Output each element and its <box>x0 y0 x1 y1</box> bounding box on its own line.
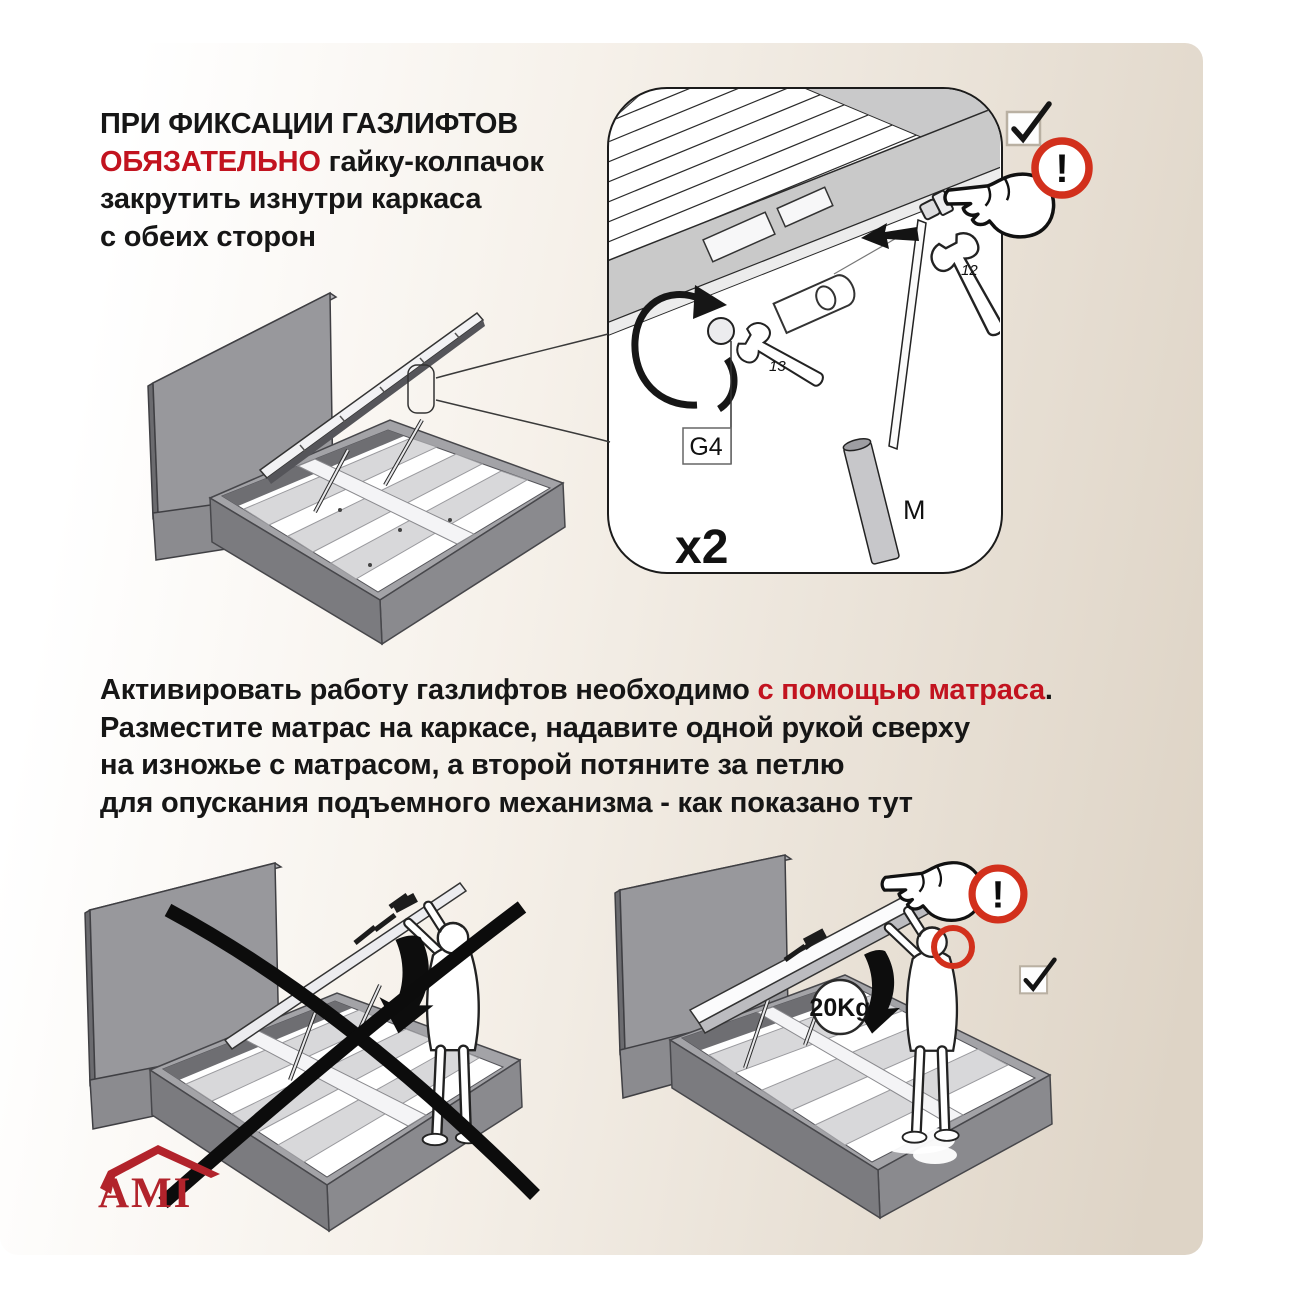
floor-highlight-small <box>913 1146 957 1164</box>
wrench-13-label: 13 <box>769 358 786 375</box>
gas-lift-rod <box>889 220 926 449</box>
gas-lift-detail-panel <box>607 87 1003 574</box>
middle-line-4: для опускания подъемного механизма - как показано тут <box>100 786 913 819</box>
gas-lift-cylinder <box>842 436 899 564</box>
cap-nut <box>708 318 734 344</box>
wrench-12 <box>926 228 1000 345</box>
ami-logo <box>94 1140 234 1212</box>
intro-line-2-emphasis: ОБЯЗАТЕЛЬНО <box>100 145 321 178</box>
cylinder-label: M <box>903 495 926 525</box>
cap-nut-label: G4 <box>689 433 723 461</box>
intro-line-1: ПРИ ФИКСАЦИИ ГАЗЛИФТОВ <box>100 108 519 140</box>
middle-line-2: Разместите матрас на каркасе, надавите одной рукой сверху <box>100 711 970 744</box>
intro-line-4: с обеих сторон <box>100 220 316 253</box>
middle-line-1: Активировать работу газлифтов необходимо с помощью матраса. <box>100 674 1053 706</box>
quantity-label: x2 <box>675 521 729 571</box>
wrench-12-label: 12 <box>961 262 978 279</box>
intro-paragraph <box>100 106 544 256</box>
weight-label: 20Kg <box>809 994 871 1022</box>
brand-logo <box>94 1140 234 1212</box>
hinge-bracket <box>774 271 859 332</box>
gas-lift-mechanism-drawing <box>609 89 1000 571</box>
wrench-13 <box>733 318 832 399</box>
bed-frame-open-illustration <box>140 280 610 670</box>
scene-correct-illustration <box>610 840 1090 1240</box>
middle-line-1-emphasis: с помощью матраса <box>757 674 1045 706</box>
intro-line-3: закрутить изнутри каркаса <box>100 183 482 215</box>
activation-paragraph <box>100 672 1053 822</box>
middle-line-3: на изножье с матрасом, а второй потяните за петлю <box>100 749 845 781</box>
intro-line-2: ОБЯЗАТЕЛЬНО гайку-колпачок <box>100 145 544 178</box>
logo-text: AMI <box>98 1170 193 1212</box>
